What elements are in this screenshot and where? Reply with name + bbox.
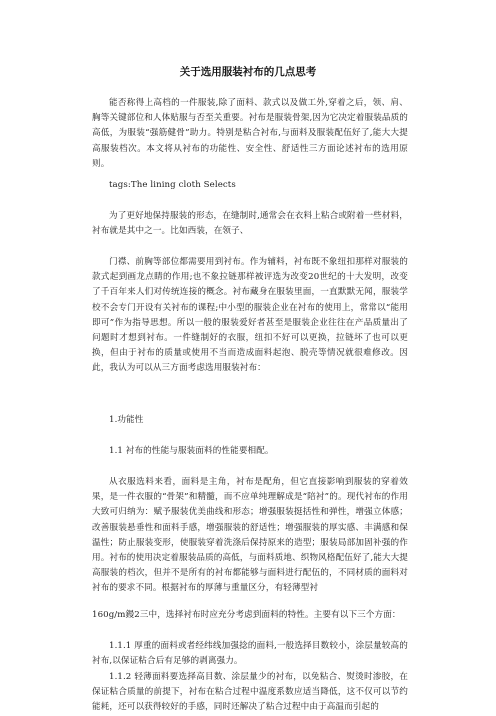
paragraph-3: 门襟、前胸等部位都需要用到衬布。作为辅料，衬布既不象纽扣那样对服装的款式起到画龙点睛的作用;也不象拉链那样被评选为改变20世纪的十大发明，改变了千百年来人们对传统连接的概念。衬布藏身在服装里面，一直默默无闻，服装学校不会专门开设有关衬布的课程;中小型的服装企业在衬布的使用上，常常以“能用即可”作为指导思想。所以一般的服装爱好者甚至是服装企业往往在产品质量出了问题时才想到衬布。一件缝制好的衣服，纽扣不好可以更换，拉链坏了也可以更换，但由于衬布的质量或使用不当而造成面料起泡、脱壳等情况就很难修改。因此，我认为可以从三方面考虑选用服装衬布： — [92, 257, 408, 374]
section-heading-1-1: 1.1 衬布的性能与服装面料的性能要相配。 — [109, 446, 274, 456]
paragraph-2: 为了更好地保持服装的形态，在缝制时,通常会在衣料上粘合或附着一些材料，衬布就是其中之一。比如西装，在领子、 — [92, 211, 408, 237]
document-title: 关于选用服装衬布的几点思考 — [179, 66, 317, 78]
paragraph-4: 从衣服选料来看，面料是主角，衬布是配角，但它直接影响到服装的穿着效果，是一件衣服的“骨架”和精髓，而不应单纯理解成是“陪衬”的。现代衬布的作用大致可归纳为：赋予服装优美曲线和形态；增强服装挺括性和弹性，增强立体感；改善服装悬垂性和面料手感，增强服装的舒适性；增强服装的厚实感、丰满感和保温性；防止服装变形，使服装穿着洗涤后保持原来的造型；服装局部加固补强的作用。衬布的使用决定着服装品质的高低，与面料质地、织物风格配伍好了,能大大提高服装的档次，但并不是所有的衬布都能够与面料进行配伍的，不同材质的面料对衬布的要求不同。根据衬布的厚薄与重量区分，有轻薄型衬 — [92, 477, 408, 594]
intro-paragraph: 能否称得上高档的一件服装,除了面料、款式以及做工外,穿着之后，领、肩、胸等关键部位和人体贴服与否至关重要。衬布是服装骨架,因为它决定着服装品质的高低，为服装“强筋健骨”助力。特别是粘合衬布,与面料及服装配伍好了,能大大提高服装档次。本文将从衬布的功能性、安全性、舒适性三方面论述衬布的选用原则。 — [92, 98, 408, 169]
paragraph-6: 1.1.2 轻薄面料要选择高目数、涂层量少的衬布，以免粘合、熨烫时渗胶，在保证粘合质量的前提下，衬布在粘合过程中温度系数应适当降低，这不仅可以节约能耗，还可以获得较好的手感，同时还解决了粘合过程中由于高温而引起的 — [92, 672, 408, 713]
section-heading-1: 1.功能性 — [109, 415, 144, 425]
paragraph-4-tail: 160g/m鏝2三中，选择衬布时应充分考虑到面料的特性。主要有以下三个方面： — [92, 610, 401, 620]
tags-line: tags:The lining cloth Selects — [109, 180, 236, 190]
paragraph-5: 1.1.1 厚重的面料或者经纬线加强捻的面料,一般选择目数较小，涂层量较高的衬布,以保证粘合后有足够的剥离强力。 — [92, 641, 408, 667]
